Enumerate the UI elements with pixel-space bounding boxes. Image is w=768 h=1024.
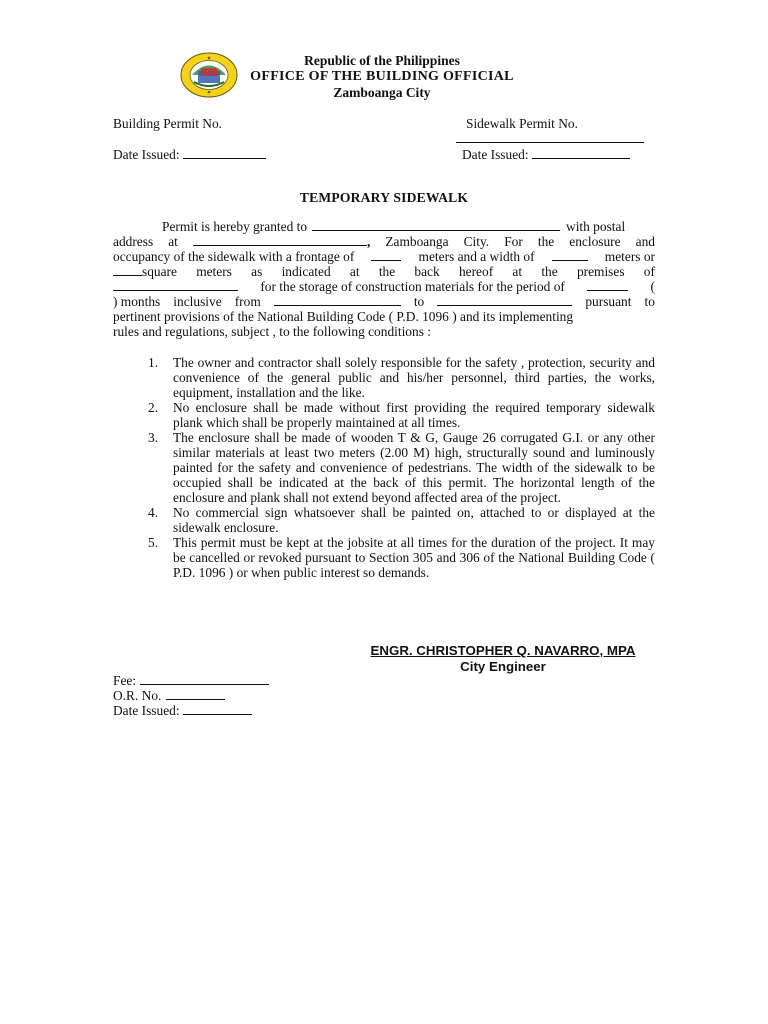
para-text: and — [635, 234, 655, 249]
para-text: rules and regulations, subject , to the following conditions : — [113, 324, 431, 339]
signatory-position: City Engineer — [460, 659, 546, 674]
para-text: premises — [576, 264, 625, 279]
or-row — [113, 688, 225, 703]
date-issued-left-field[interactable] — [183, 147, 266, 159]
para-text: as — [251, 264, 263, 279]
to-date-field[interactable] — [437, 294, 572, 306]
para-text: at — [512, 264, 523, 279]
para-text: to — [644, 294, 655, 309]
para-text: indicated — [281, 264, 331, 279]
from-date-field[interactable] — [274, 294, 401, 306]
para-text: Zamboanga — [385, 234, 449, 249]
para-text: City. — [463, 234, 490, 249]
premises-field[interactable] — [113, 279, 238, 291]
date-issued-left-label: Date Issued: — [113, 147, 180, 162]
para-text: enclosure — [569, 234, 621, 249]
list-item: 4. No commercial sign whatsoever shall be painted on, attached to or displayed at the sidewalk enclosure. — [148, 505, 655, 535]
para-text: back — [414, 264, 440, 279]
para-text: at — [349, 264, 360, 279]
sidewalk-permit-field[interactable] — [456, 142, 644, 143]
para-text: Permit is hereby granted to — [162, 219, 308, 234]
para-text: ( — [650, 279, 655, 294]
para-text: for the storage of construction materials for the period of — [260, 279, 565, 294]
fee-row — [113, 673, 269, 688]
area-field[interactable] — [113, 264, 142, 276]
header-city: Zamboanga City — [333, 85, 431, 100]
para-text: meters or — [604, 249, 655, 264]
list-item: 1. The owner and contractor shall solely responsible for the safety , protection, security and convenience of the general public and his/her personnel, third parties, the works, equipment, installation and the like. — [148, 355, 655, 400]
conditions-list — [148, 355, 655, 580]
footer-date-row — [113, 703, 252, 718]
address-field[interactable] — [193, 234, 367, 246]
para-text: pertinent provisions of the National Building Code ( P.D. 1096 ) and its implementing — [113, 309, 574, 324]
para-text: inclusive — [173, 294, 222, 309]
header-republic: Republic of the Philippines — [304, 53, 460, 68]
sidewalk-permit-label: Sidewalk Permit No. — [466, 116, 578, 131]
fee-field[interactable] — [140, 673, 269, 685]
para-text: ) months — [113, 294, 161, 309]
date-issued-right-label: Date Issued: — [462, 147, 529, 162]
para-text: of — [643, 264, 655, 279]
para-text: meters — [196, 264, 232, 279]
list-item: 3. The enclosure shall be made of wooden T & G, Gauge 26 corrugated G.I. or any other similar materials at least two meters (2.00 M) high, structurally sound and luminously painted for the safety and convenience of pedestrians. The width of the sidewalk to be occupied shall be indicated at the back of this permit. The horizontal length of the enclosure and plank shall not extend beyond affected area of the project. — [148, 430, 655, 505]
para-text: with postal — [566, 219, 626, 234]
para-text: meters and a width of — [418, 249, 535, 264]
para-text: For — [504, 234, 523, 249]
frontage-field[interactable] — [371, 249, 401, 261]
para-text: address — [113, 234, 154, 249]
para-text: at — [168, 234, 178, 249]
para-text: the — [537, 234, 555, 249]
para-text: the — [378, 264, 396, 279]
para-text: to — [413, 294, 425, 309]
grantee-field[interactable] — [312, 219, 560, 231]
footer-date-label: Date Issued: — [113, 703, 180, 718]
period-field[interactable] — [587, 279, 628, 291]
date-issued-right-row — [462, 147, 630, 162]
para-text: , — [366, 234, 371, 249]
fee-label: Fee: — [113, 673, 137, 688]
permit-paragraph — [113, 219, 655, 339]
header-office: OFFICE OF THE BUILDING OFFICIAL — [250, 69, 514, 84]
building-permit-label: Building Permit No. — [113, 116, 222, 131]
para-text: from — [234, 294, 261, 309]
para-text: square — [142, 264, 177, 279]
date-issued-left-row — [113, 147, 266, 162]
or-number-field[interactable] — [166, 688, 225, 700]
list-item: 5. This permit must be kept at the jobsite at all times for the duration of the project. It may be cancelled or revoked pursuant to Section 305 and 306 of the National Building Code ( P.D. 1096 ) or when public interest so demands. — [148, 535, 655, 580]
list-item: 2. No enclosure shall be made without first providing the required temporary sidewalk plank which shall be properly maintained at all times. — [148, 400, 655, 430]
para-text: occupancy of the sidewalk with a frontage of — [113, 249, 355, 264]
width-field[interactable] — [552, 249, 588, 261]
para-text: pursuant — [585, 294, 632, 309]
date-issued-right-field[interactable] — [532, 147, 630, 159]
document-title: TEMPORARY SIDEWALK — [299, 190, 469, 205]
para-text: hereof — [458, 264, 494, 279]
para-text: the — [541, 264, 558, 279]
footer-date-field[interactable] — [183, 703, 252, 715]
signatory-name: ENGR. CHRISTOPHER Q. NAVARRO, MPA — [370, 643, 636, 658]
or-label: O.R. No. — [113, 688, 162, 703]
